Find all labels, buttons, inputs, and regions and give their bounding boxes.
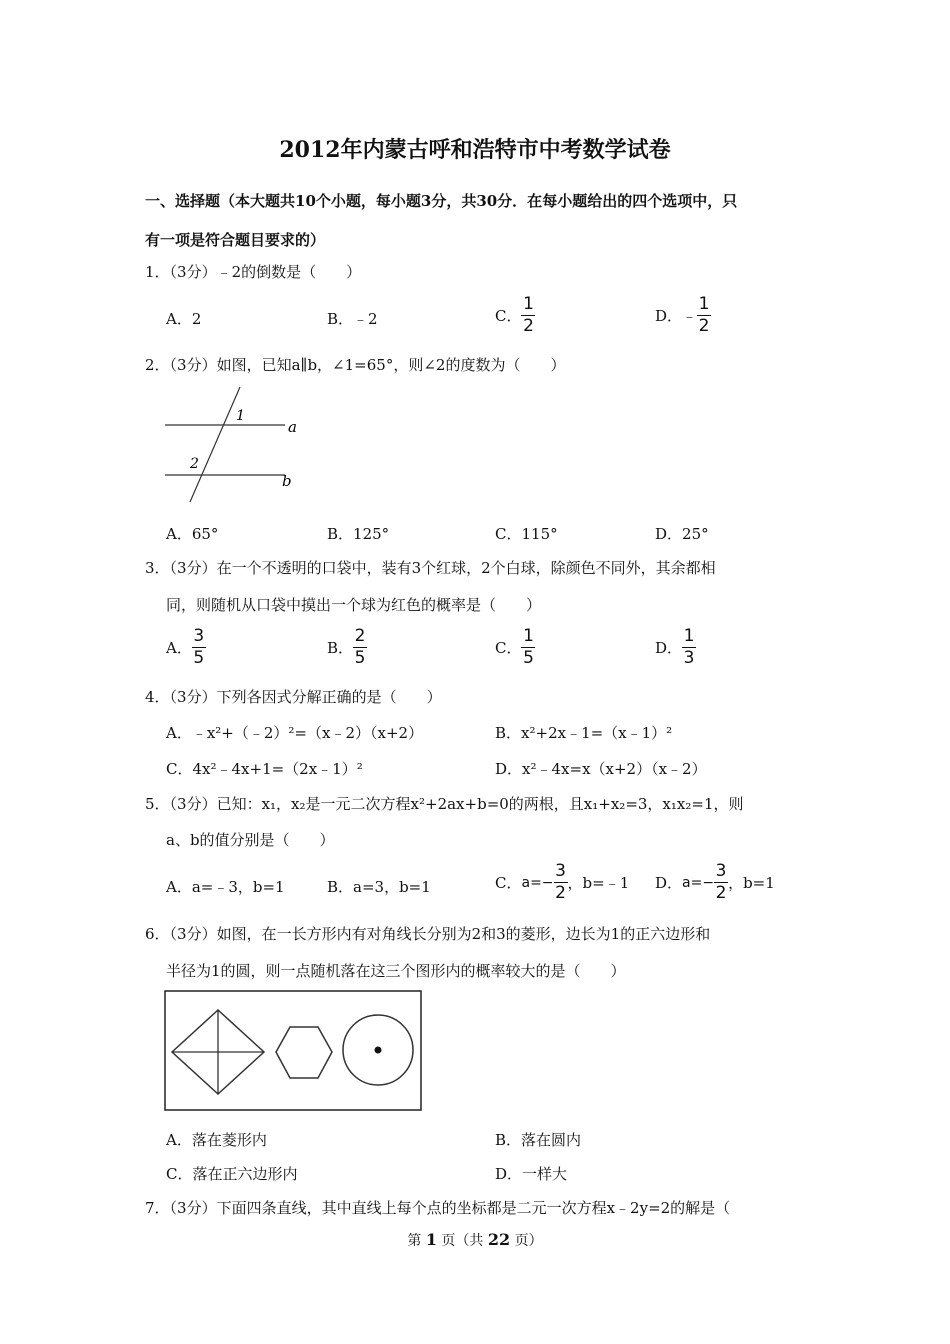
question-6-stem-line2: 半径为1的圆，则一点随机落在这三个图形内的概率较大的是（ ） [166, 962, 626, 980]
q5-option-a: A．a=﹣3，b=1 [166, 878, 285, 896]
hexagon [276, 1027, 332, 1078]
q3-a-fraction [192, 628, 206, 667]
question-6-stem-line1: 6．（3分）如图，在一长方形内有对角线长分别为2和3的菱形，边长为1的正六边形和 [145, 925, 711, 943]
q1-option-a: A．2 [166, 310, 202, 328]
q4-option-a: A．﹣x²+（﹣2）²=（x﹣2）（x+2） [166, 724, 424, 742]
question-5-stem-line1: 5．（3分）已知：x₁，x₂是一元二次方程x²+2ax+b=0的两根，且x₁+x₂=3，x₁x₂=1，则 [145, 795, 744, 813]
numerator: 3 [193, 626, 205, 646]
q5-d-fraction [714, 863, 728, 902]
q5-c-label: C． [495, 874, 522, 892]
q2-parallel-lines-figure [160, 382, 305, 507]
q1-option-b: B．﹣2 [327, 310, 378, 328]
section-heading-line2: 有一项是符合题目要求的） [145, 231, 326, 249]
q1-d-label: D．﹣ [655, 307, 698, 325]
denominator: 2 [523, 316, 534, 336]
question-4-stem: 4．（3分）下列各因式分解正确的是（ ） [145, 688, 442, 706]
question-5-stem-line2: a、b的值分别是（ ） [166, 831, 335, 849]
q5-d-prefix: a=− [682, 874, 715, 891]
question-3-stem-line1: 3．（3分）在一个不透明的口袋中，装有3个红球，2个白球，除颜色不同外，其余都相 [145, 559, 716, 577]
footer-suffix: 页） [510, 1233, 543, 1249]
section-heading-line1: 一、选择题（本大题共10个小题，每小题3分，共30分．在每小题给出的四个选项中，只 [145, 192, 738, 210]
q3-option-d [655, 628, 696, 667]
q6-option-a: A．落在菱形内 [166, 1131, 267, 1149]
denominator: 2 [715, 883, 727, 903]
numerator: 3 [555, 861, 566, 881]
denominator: 5 [354, 648, 366, 668]
q5-d-label: D． [655, 874, 683, 892]
q3-b-fraction [353, 628, 367, 667]
q2-option-b: B．125° [327, 525, 390, 543]
footer-middle: 页（共 [436, 1233, 488, 1249]
q1-option-c [495, 296, 535, 335]
q6-option-c: C．落在正六边形内 [166, 1165, 298, 1183]
question-2-stem: 2．（3分）如图，已知a∥b，∠1=65°，则∠2的度数为（ ） [145, 356, 566, 374]
q1-c-fraction [521, 296, 535, 335]
question-7-stem: 7．（3分）下面四条直线，其中直线上每个点的坐标都是二元一次方程x﹣2y=2的解是（ [145, 1199, 731, 1217]
q5-option-d [655, 863, 775, 902]
q6-option-b: B．落在圆内 [495, 1131, 582, 1149]
numerator: 1 [523, 294, 534, 314]
q2-option-d: D．25° [655, 525, 709, 543]
q6-option-d: D．一样大 [495, 1165, 568, 1183]
q5-option-c [495, 863, 629, 902]
numerator: 1 [683, 626, 695, 646]
q5-c-fraction [554, 863, 568, 902]
numerator: 2 [354, 626, 366, 646]
numerator: 1 [698, 294, 710, 314]
numerator: 3 [715, 861, 727, 881]
q3-c-fraction [521, 628, 535, 667]
line-b-label: b [282, 472, 292, 490]
circle-center [375, 1047, 382, 1054]
q6-shapes-figure [164, 990, 423, 1112]
denominator: 2 [555, 883, 566, 903]
q3-b-label: B． [327, 639, 354, 657]
q1-option-d [655, 296, 711, 335]
rectangle [165, 991, 421, 1110]
q4-option-b: B．x²+2x﹣1=（x﹣1）² [495, 724, 673, 742]
question-1-stem: 1．（3分）﹣2的倒数是（ ） [145, 263, 362, 281]
page-footer [0, 1230, 950, 1250]
q2-option-c: C．115° [495, 525, 558, 543]
q2-option-a: A．65° [166, 525, 219, 543]
angle-2-label: 2 [190, 456, 199, 472]
angle-1-label: 1 [236, 408, 245, 424]
paper-title: 2012年内蒙古呼和浩特市中考数学试卷 [279, 137, 671, 163]
denominator: 5 [193, 648, 205, 668]
q5-c-prefix: a=− [521, 874, 554, 891]
q3-c-label: C． [495, 639, 522, 657]
q1-d-fraction [697, 296, 711, 335]
transversal [190, 387, 240, 502]
q3-option-a [166, 628, 206, 667]
q4-option-c: C．4x²﹣4x+1=（2x﹣1）² [166, 760, 363, 778]
denominator: 3 [683, 648, 695, 668]
q1-c-label: C． [495, 307, 522, 325]
q4-option-d: D．x²﹣4x=x（x+2）（x﹣2） [495, 760, 707, 778]
numerator: 1 [523, 626, 534, 646]
q3-a-label: A． [166, 639, 192, 657]
q5-c-suffix: ，b=﹣1 [567, 874, 630, 892]
q3-option-b [327, 628, 367, 667]
q3-option-c [495, 628, 535, 667]
denominator: 5 [523, 648, 534, 668]
page-number: 1 [425, 1230, 437, 1249]
q5-d-suffix: ，b=1 [728, 874, 775, 892]
q3-d-label: D． [655, 639, 683, 657]
q3-d-fraction [682, 628, 696, 667]
q5-option-b: B．a=3，b=1 [327, 878, 431, 896]
question-3-stem-line2: 同，则随机从口袋中摸出一个球为红色的概率是（ ） [166, 596, 542, 614]
total-pages: 22 [487, 1230, 511, 1249]
line-a-label: a [288, 418, 297, 436]
footer-prefix: 第 [407, 1233, 426, 1249]
denominator: 2 [698, 316, 710, 336]
